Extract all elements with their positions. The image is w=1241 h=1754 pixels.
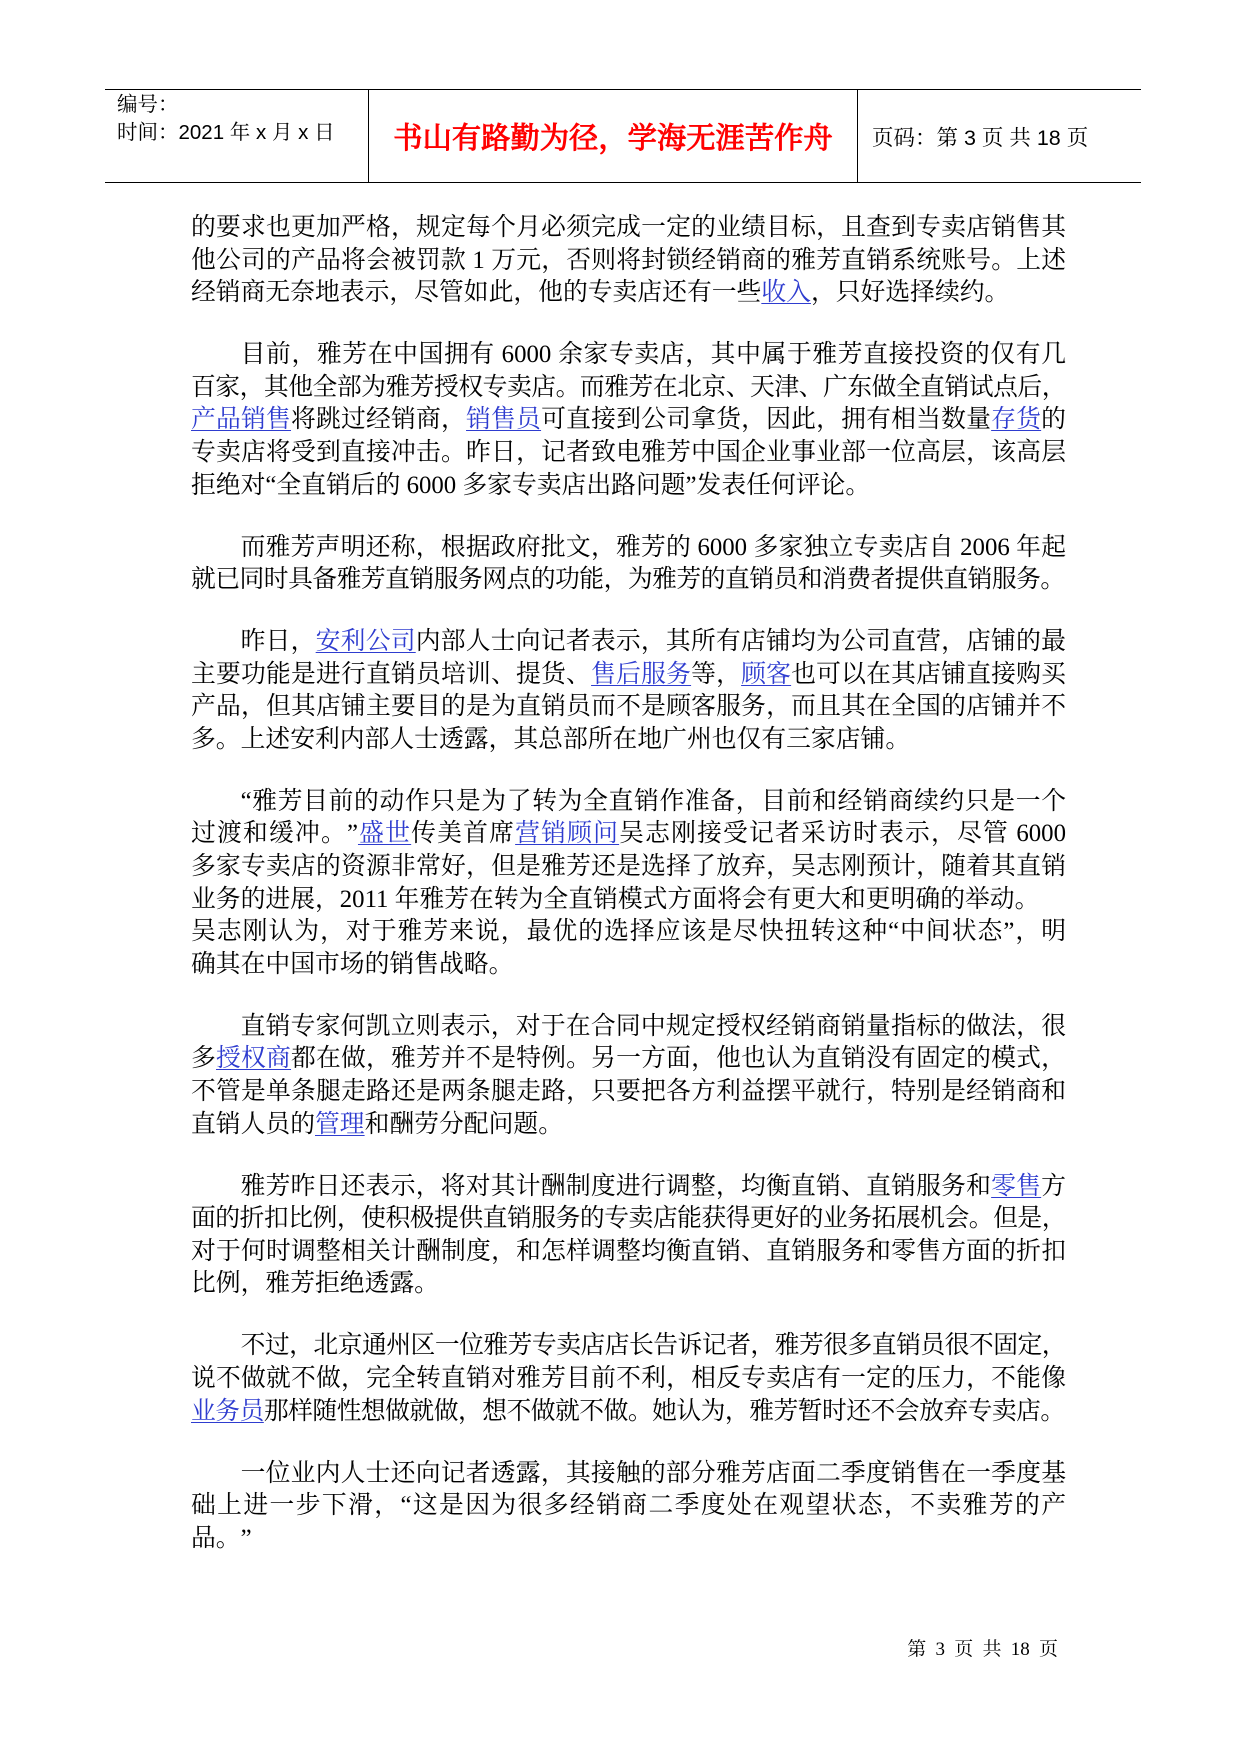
text-run: 不过，北京通州区一位雅芳专卖店店长告诉记者，雅芳很多直销员很不固定， [240,1332,1066,1360]
text-run: ，只好选择续约。 [810,279,1010,307]
text-run: 吴志刚接受记者采访时表示，尽管 6000 [619,820,1066,848]
inline-link[interactable]: 授权商 [216,1045,292,1073]
inline-link[interactable]: 盛世 [357,820,412,848]
text-run: 他公司的产品将会被罚款 1 万元，否则将封锁经销商的雅芳直销系统账号。上述 [191,246,1066,274]
inline-link[interactable]: 安利公司 [315,628,416,656]
text-run: 等， [691,660,742,688]
text-line [191,1268,1066,1301]
header-meta-cell [105,90,369,182]
text-run: 目前，雅芳在中国拥有 6000 余家专卖店，其中属于雅芳直接投资的仅有几 [240,341,1066,369]
article-body [191,212,1066,1555]
text-run: 础上进一步下滑，“这是因为很多经销商二季度处在观望状态，不卖雅芳的产 [191,1492,1066,1520]
text-line [191,1523,1066,1556]
document-number-label: 编号： [117,93,179,116]
text-run: 雅芳昨日还表示，将对其计酬制度进行调整，均衡直销、直销服务和 [240,1172,992,1200]
text-run: 的要求也更加严格，规定每个月必须完成一定的业绩目标，且查到专卖店销售其 [191,214,1066,241]
text-line [191,339,1066,372]
inline-link[interactable]: 产品销售 [191,406,292,434]
page-footer: 第 3 页 共 18 页 [907,1639,1058,1660]
text-run: “雅芳目前的动作只是为了转为全直销作准备，目前和经销商续约只是一个 [240,787,1066,815]
text-line [191,277,1066,310]
text-run: 主要功能是进行直销员培训、提货、 [191,660,592,688]
text-run: 品。” [191,1524,252,1552]
text-line [191,1458,1066,1491]
text-run: 面的折扣比例，使积极提供直销服务的专卖店能获得更好的业务拓展机会。但是， [191,1205,1066,1233]
text-line [191,1236,1066,1269]
text-line [191,1330,1066,1363]
text-run: 确其在中国市场的销售战略。 [191,950,514,978]
text-line [191,786,1066,819]
text-line [191,532,1066,565]
text-run: 说不做就不做，完全转直销对雅芳目前不利，相反专卖店有一定的压力，不能像 [191,1364,1066,1392]
inline-link[interactable]: 售后服务 [591,660,692,688]
page-header [105,89,1141,183]
text-line [191,1076,1066,1109]
text-line [191,916,1066,949]
text-line [191,884,1066,917]
text-line [191,949,1066,982]
text-line [191,470,1066,503]
text-run: 多家专卖店的资源非常好，但是雅芳还是选择了放弃，吴志刚预计，随着其直销 [191,853,1066,881]
text-line [191,564,1066,597]
text-line [191,1490,1066,1523]
text-run: 方 [1041,1172,1066,1200]
text-line [191,1171,1066,1204]
text-line [191,1396,1066,1429]
article-paragraph [191,212,1066,310]
text-line [191,437,1066,470]
text-run: 产品，但其店铺主要目的是为直销员而不是顾客服务，而且其在全国的店铺并不 [191,693,1066,721]
header-motto-cell [369,90,858,182]
text-run: 过渡和缓冲。” [191,820,358,848]
text-run: 拒绝对“全直销后的 6000 多家专卖店出路问题”发表任何评论。 [191,471,871,499]
text-line [191,851,1066,884]
header-motto: 书山有路勤为径，学海无涯苦作舟 [393,121,833,155]
text-run: 经销商无奈地表示，尽管如此，他的专卖店还有一些 [191,279,762,307]
text-line [191,1011,1066,1044]
text-line [191,724,1066,757]
inline-link[interactable]: 销售员 [466,406,542,434]
article-paragraph [191,532,1066,597]
article-paragraph [191,786,1066,982]
text-line [191,1109,1066,1142]
inline-link[interactable]: 零售 [991,1172,1042,1200]
text-run: 那样随性想做就做，想不做就不做。她认为，雅芳暂时还不会放弃专卖店。 [263,1397,1065,1425]
inline-link[interactable]: 存货 [991,406,1042,434]
text-line [191,212,1066,245]
text-run: 对于何时调整相关计酬制度，和怎样调整均衡直销、直销服务和零售方面的折扣 [191,1237,1066,1265]
inline-link[interactable]: 顾客 [741,660,792,688]
text-run: 吴志刚认为，对于雅芳来说，最优的选择应该是尽快扭转这种“中间状态”，明 [191,918,1066,946]
text-line [191,404,1066,437]
document-date-label: 时间：2021 年 x 月 x 日 [117,121,335,144]
text-run: 专卖店将受到直接冲击。昨日，记者致电雅芳中国企业事业部一位高层，该高层 [191,438,1066,466]
inline-link[interactable]: 管理 [315,1110,365,1138]
article-paragraph [191,626,1066,756]
header-page-cell [858,90,1141,182]
text-line [191,1043,1066,1076]
text-run: 和酬劳分配问题。 [364,1110,563,1138]
text-line [191,1203,1066,1236]
article-paragraph [191,339,1066,502]
text-run: 内部人士向记者表示，其所有店铺均为公司直营，店铺的最 [415,628,1066,656]
text-run: 也可以在其店铺直接购买 [791,660,1066,688]
text-run: 多。上述安利内部人士透露，其总部所在地广州也仅有三家店铺。 [191,725,911,753]
text-run: 传美首席 [411,820,516,848]
inline-link[interactable]: 营销顾问 [515,820,620,848]
text-run: 昨日， [240,628,316,656]
text-line [191,659,1066,692]
text-line [191,1363,1066,1396]
inline-link[interactable]: 收入 [761,279,811,307]
text-line [191,818,1066,851]
article-paragraph [191,1011,1066,1141]
text-run: 直销专家何凯立则表示，对于在合同中规定授权经销商销量指标的做法，很 [240,1012,1066,1040]
article-paragraph [191,1458,1066,1556]
text-run: 将跳过经销商， [291,406,467,434]
text-run: 比例，雅芳拒绝透露。 [191,1270,439,1298]
article-paragraph [191,1171,1066,1301]
text-line [191,245,1066,278]
text-line [191,626,1066,659]
text-run: 都在做，雅芳并不是特例。另一方面，他也认为直销没有固定的模式， [291,1045,1066,1073]
header-page-number: 页码：第 3 页 共 18 页 [872,125,1089,150]
text-run: 不管是单条腿走路还是两条腿走路，只要把各方利益摆平就行，特别是经销商和 [191,1078,1066,1106]
article-paragraph [191,1330,1066,1428]
text-run: 而雅芳声明还称，根据政府批文，雅芳的 6000 多家独立专卖店自 2006 年起 [240,533,1066,561]
text-run: 业务的进展，2011 年雅芳在转为全直销模式方面将会有更大和更明确的举动。 [191,885,1040,913]
text-line [191,691,1066,724]
text-run: 就已同时具备雅芳直销服务网点的功能，为雅芳的直销员和消费者提供直销服务。 [191,566,1065,594]
inline-link[interactable]: 业务员 [191,1397,264,1425]
text-run: 百家，其他全部为雅芳授权专卖店。而雅芳在北京、天津、广东做全直销试点后， [191,373,1066,401]
text-run: 一位业内人士还向记者透露，其接触的部分雅芳店面二季度销售在一季度基 [240,1459,1066,1487]
text-run: 多 [191,1045,217,1073]
text-run: 的 [1041,406,1066,434]
text-run: 可直接到公司拿货，因此，拥有相当数量 [541,406,992,434]
text-run: 直销人员的 [191,1110,315,1138]
text-line [191,372,1066,405]
